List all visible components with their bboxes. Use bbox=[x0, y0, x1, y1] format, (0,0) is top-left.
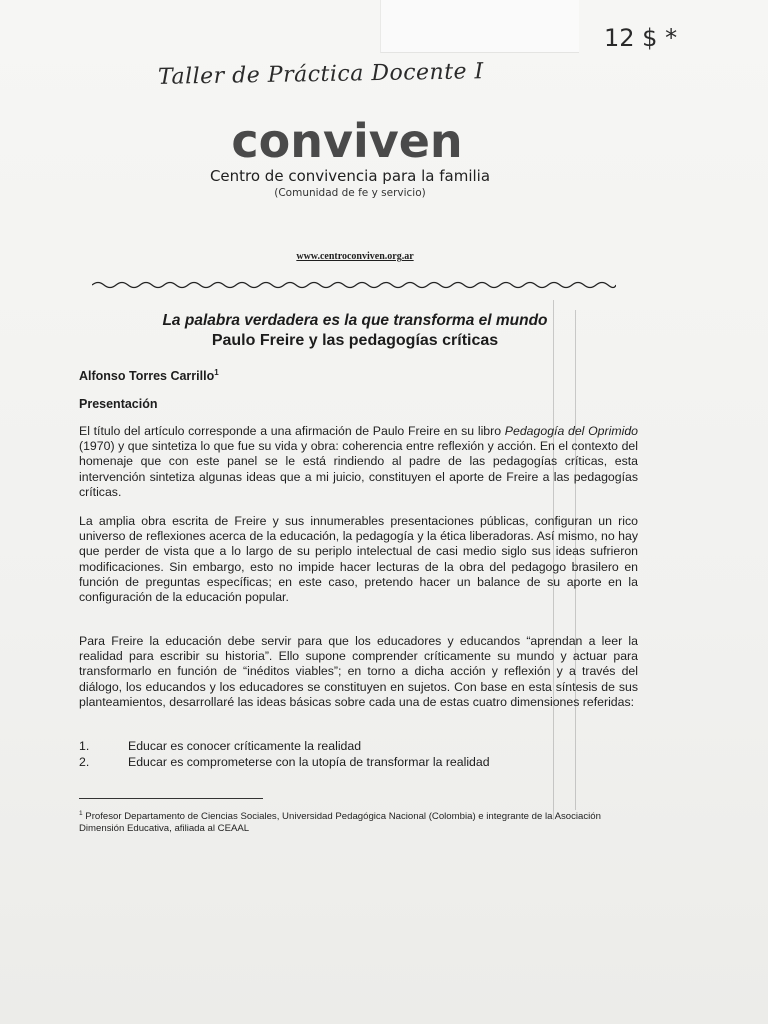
numbered-list bbox=[79, 738, 619, 770]
organization-name: Centro de convivencia para la familia bbox=[209, 167, 491, 185]
list-item bbox=[79, 738, 619, 754]
handwritten-title: Taller de Práctica Docente I bbox=[157, 59, 484, 90]
article-title bbox=[100, 311, 610, 351]
list-item-text: Educar es comprometerse con la utopía de transformar la realidad bbox=[128, 755, 490, 769]
paragraph-2: La amplia obra escrita de Freire y sus innumerables presentaciones públicas, configuran un rico universo de reflexiones acerca de la educación, la pedagogía y la ética liberadoras. Así mismo, no hay que perder de vista que a lo largo de su periplo intelectual de casi medio siglo sus ideas sufrieron modificaciones. Sin embargo, esto no impide hacer lecturas de la obra del pedagogo brasilero en función de preguntas específicas; en este caso, pretendo hacer un balance de su aporte en la configuración de la educación popular. bbox=[79, 514, 638, 605]
paragraph-1-end: (1970) y que sintetiza lo que fue su vida y obra: coherencia entre reflexión y acción. En el contexto del homenaje que con este panel se le está rindiendo al padre de las pedagogías críticas, esta intervención sintetiza algunas ideas que a mi juicio, constituyen el aporte de Freire a las pedagogías críticas. bbox=[79, 439, 638, 499]
footnote-text: Profesor Departamento de Ciencias Sociales, Universidad Pedagógica Nacional (Colombia) e integrante de la Asociación Dimensión Educativa, afiliada al CEAAL bbox=[79, 811, 601, 835]
organization-subtitle: (Comunidad de fe y servicio) bbox=[274, 187, 426, 199]
list-item-text: Educar es conocer críticamente la realidad bbox=[128, 739, 362, 753]
handwritten-corner-mark: 12 $ * bbox=[604, 24, 678, 52]
author-footnote-ref: 1 bbox=[214, 368, 219, 377]
article-title-line2: Paulo Freire y las pedagogías críticas bbox=[211, 332, 499, 349]
article-title-line1: La palabra verdadera es la que transforma el mundo bbox=[162, 312, 548, 329]
author-text: Alfonso Torres Carrillo bbox=[79, 369, 215, 384]
conviven-logo: conviven bbox=[231, 114, 463, 168]
section-heading: Presentación bbox=[79, 397, 158, 411]
paragraph-3: Para Freire la educación debe servir para que los educadores y educandos “aprendan a leer la realidad para escribir su historia”. Ello supone comprender críticamente su mundo y actuar para transformarlo en función de “inéditos viables”; en torno a dicha acción y reflexión y a través del diálogo, los educandos y los educadores se constituyen en sujetos. Con base en esta síntesis de sus planteamientos, desarrollaré las ideas básicas sobre cada una de estas cuatro dimensiones referidas: bbox=[79, 634, 638, 709]
list-item bbox=[79, 754, 619, 770]
website-link[interactable]: www.centroconviven.org.ar bbox=[296, 251, 414, 262]
wavy-divider bbox=[92, 278, 616, 292]
footnote-separator bbox=[79, 798, 263, 799]
paragraph-1-start: El título del artículo corresponde a una afirmación de Paulo Freire en su libro bbox=[79, 424, 505, 438]
paragraph-1 bbox=[79, 424, 638, 500]
book-title: Pedagogía del Oprimido bbox=[504, 424, 638, 438]
author-name bbox=[79, 368, 219, 383]
footnote bbox=[79, 808, 639, 835]
paper-tape bbox=[380, 0, 579, 53]
list-item-number: 2. bbox=[79, 755, 90, 769]
footnote-mark: 1 bbox=[79, 810, 83, 817]
list-item-number: 1. bbox=[79, 739, 90, 753]
